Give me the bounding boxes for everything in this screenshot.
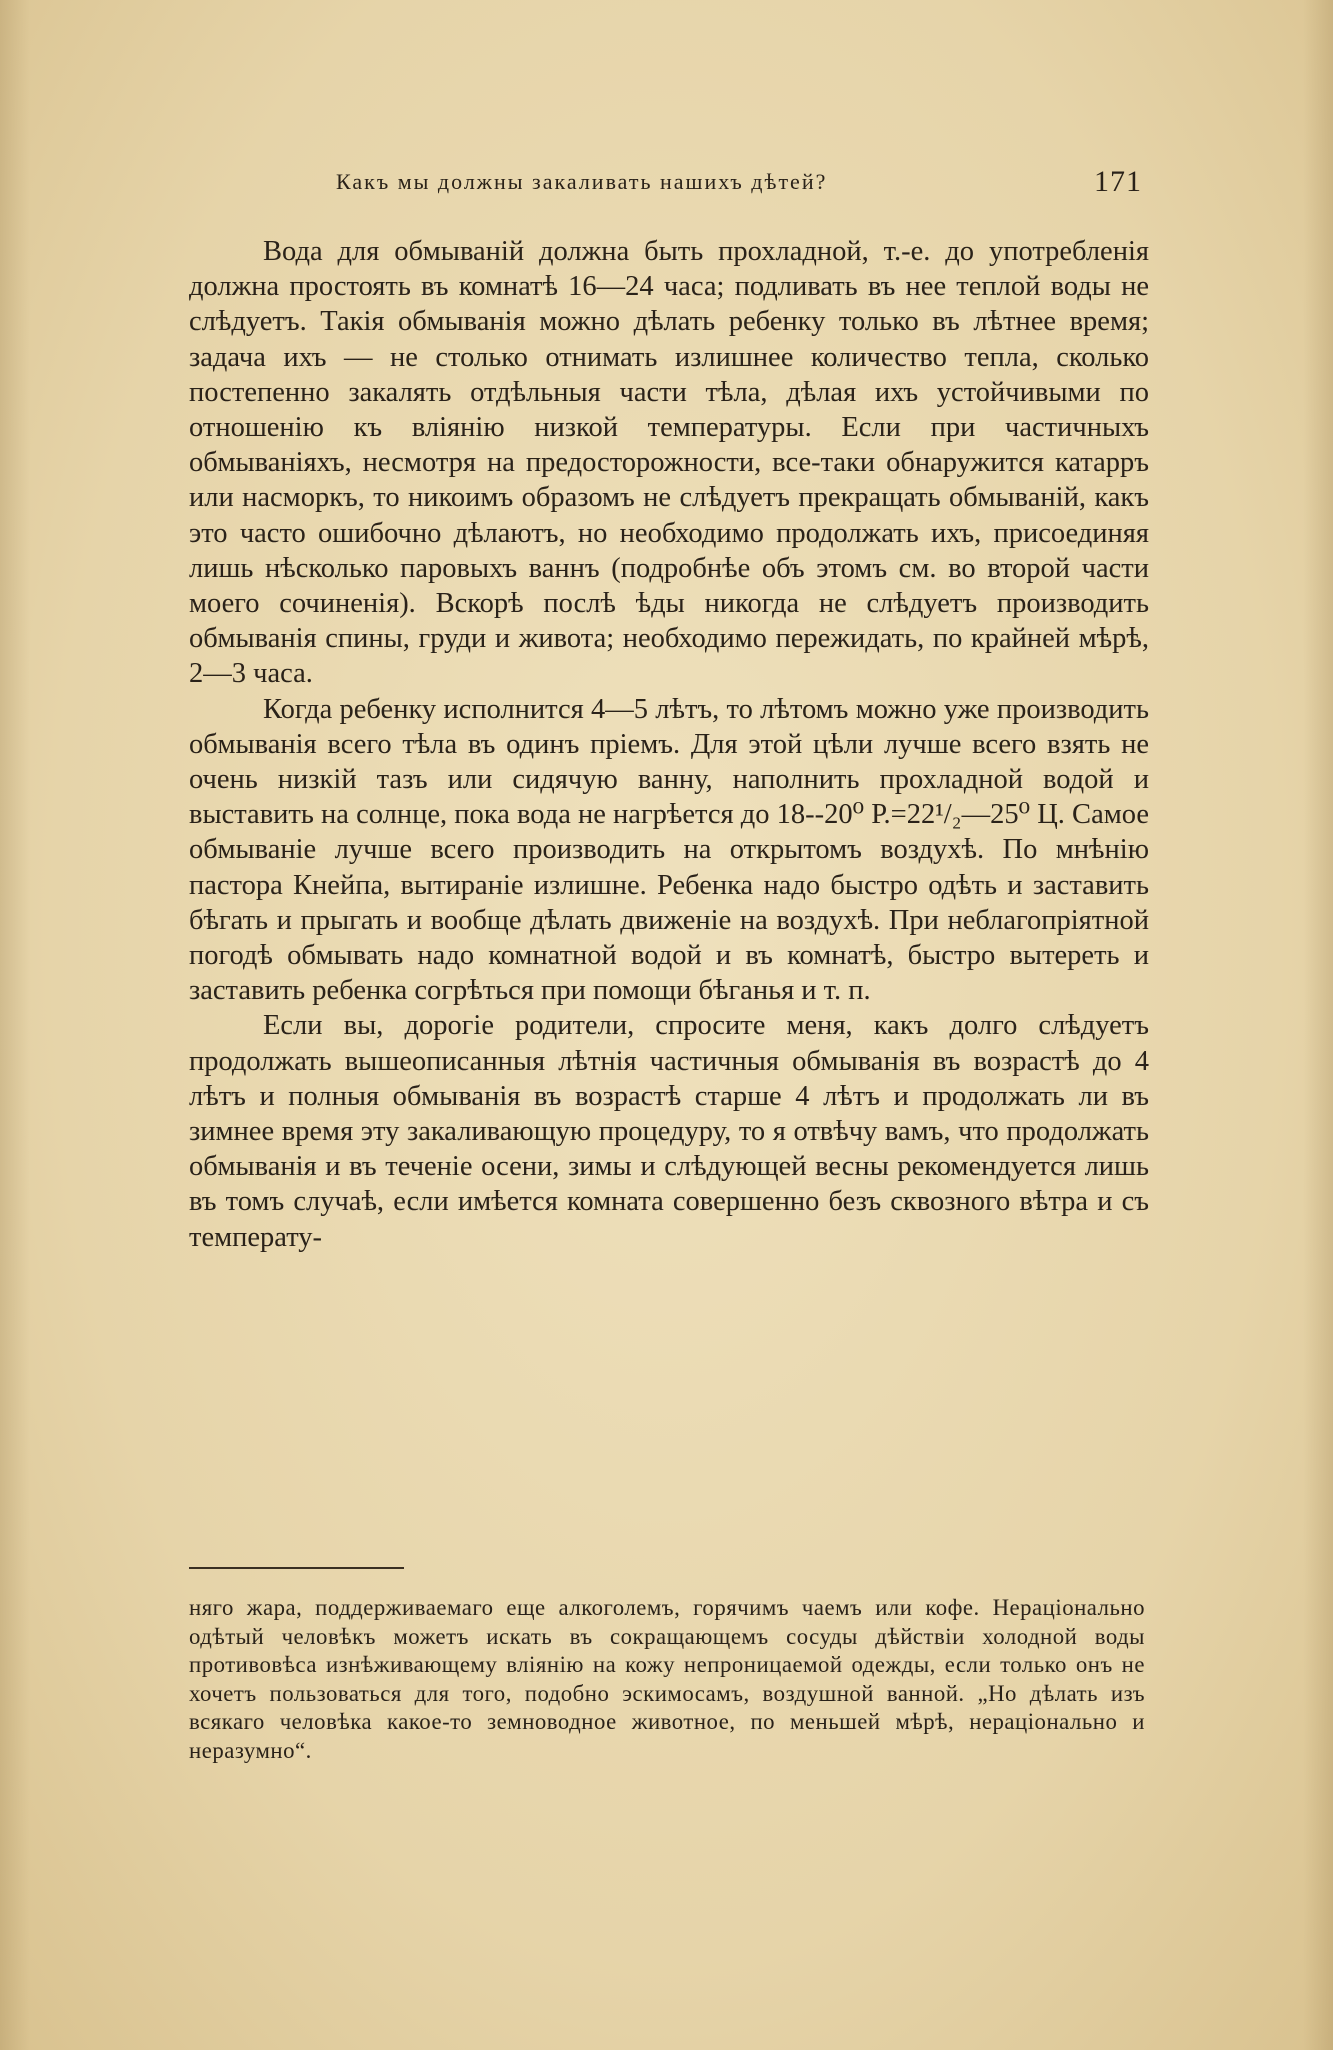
paragraph: Когда ребенку исполнится 4—5 лѣтъ, то лѣтомъ можно уже производить обмыванiя всего тѣла въ одинъ прiемъ. Для этой цѣли лучше всего взять не очень низкiй тазъ или сидячую ванну, наполнить прохладной водой и выставить на солнце, пока вода не нагрѣется до 18--20⁰ Р.=22¹/₂—25⁰ Ц. Самое обмыванiе лучше всего производить на открытомъ воздухѣ. По мнѣнiю пастора Кнейпа, вытиранiе излишне. Ребенка надо быстро одѣть и заставить бѣгать и прыгать и вообще дѣлать движенiе на воздухѣ. При неблагопрiятной погодѣ обмывать надо комнатной водой и въ комнатѣ, быстро вытереть и заставить ребенка согрѣться при помощи бѣганья и т. п. [189,693,1149,1007]
running-head: Какъ мы должны закаливать нашихъ дѣтей? [336,169,828,194]
page-header [282,165,1142,205]
page-edge-shadow [1303,0,1333,2050]
body-text [189,234,1149,1255]
paragraph: Вода для обмыванiй должна быть прохладной, т.-е. до употребленiя должна простоять въ комнатѣ 16—24 часа; подливать въ нее теплой воды не слѣдуетъ. Такiя обмыванiя можно дѣлать ребенку только въ лѣтнее время; задача ихъ — не столько отнимать излишнее количество тепла, сколько постепенно закалять отдѣльныя части тѣла, дѣлая ихъ устойчивыми по отношенiю къ влiянiю низкой температуры. Если при частичныхъ обмыванiяхъ, несмотря на предосторожности, все-таки обнаружится катарръ или насморкъ, то никоимъ образомъ не слѣдуетъ прекращать обмыванiй, какъ это часто ошибочно дѣлаютъ, но необходимо продолжать ихъ, присоединяя лишь нѣсколько паровыхъ ваннъ (подробнѣе объ этомъ см. во второй части моего сочиненiя). Вскорѣ послѣ ѣды никогда не слѣдуетъ производить обмыванiя спины, груди и живота; необходимо пережидать, по крайней мѣрѣ, 2—3 часа. [189,236,1149,690]
page-edge-shadow [0,0,30,2050]
footnote [189,1594,1145,1766]
page-number: 171 [1094,165,1142,198]
footnote-divider [189,1567,404,1569]
paragraph: Если вы, дорогiе родители, спросите меня, какъ долго слѣдуетъ продолжать вышеописанныя лѣтнiя частичныя обмыванiя въ возрастѣ до 4 лѣтъ и полныя обмыванiя въ возрастѣ старше 4 лѣтъ и продолжать ли въ зимнее время эту закаливающую процедуру, то я отвѣчу вамъ, что продолжать обмыванiя и въ теченiе осени, зимы и слѣдующей весны рекомендуется лишь въ томъ случаѣ, если имѣется комната совершенно безъ сквозного вѣтра и съ температу- [189,1010,1149,1253]
footnote-paragraph: няго жара, поддерживаемаго еще алкоголемъ, горячимъ чаемъ или кофе. Нерацiонально одѣтый человѣкъ можетъ искать въ сокращающемъ сосуды дѣйствiи холодной воды противовѣса изнѣживающему влiянiю на кожу непроницаемой одежды, если только онъ не хочетъ пользоваться для того, подобно эскимосамъ, воздушной ванной. „Но дѣлать изъ всякаго человѣка какое-то земноводное животное, по меньшей мѣрѣ, нерацiонально и неразумно“. [189,1595,1145,1763]
